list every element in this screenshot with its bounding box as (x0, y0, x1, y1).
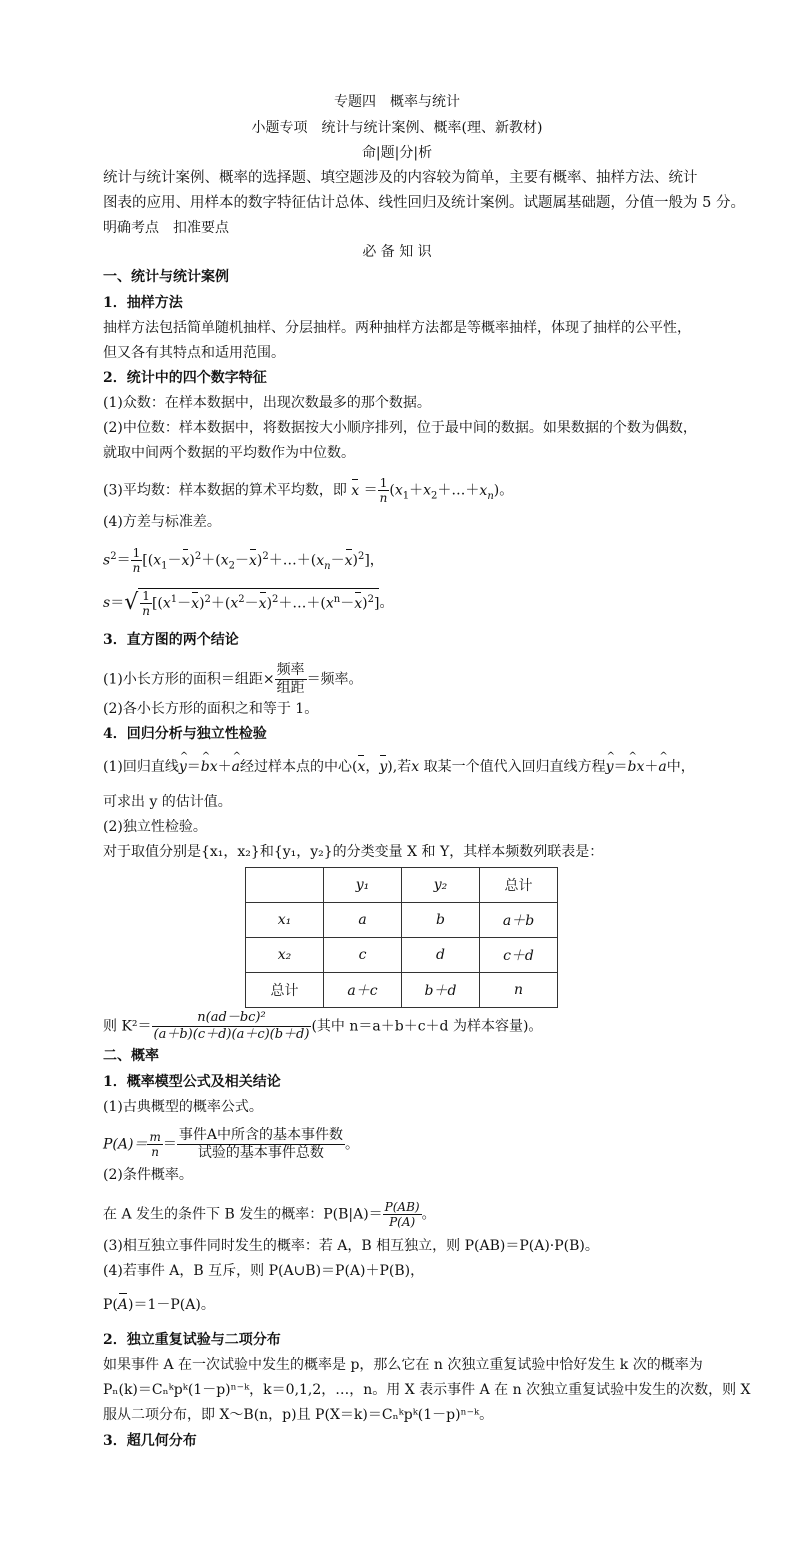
page-subtitle: 小题专项 统计与统计案例、概率(理、新教材) (251, 120, 543, 136)
regression-l1e: 中， (666, 759, 695, 775)
table-cell: c (324, 938, 402, 973)
binomial-title: 2．独立重复试验与二项分布 (103, 1332, 281, 1348)
page-title: 专题四 概率与统计 (334, 94, 460, 110)
k2-prefix: 则 K²＝ (103, 1018, 152, 1035)
k2-num: n(ad－bc)² (152, 1010, 312, 1027)
table-row (246, 868, 558, 903)
freq-num: 频率 (276, 662, 305, 678)
variance-formula: $s^2=$ $\frac{1}{n}$ $[(x_1-x)^2+(x_2-x)^2+\dots+(x_n-x)^2]$， (103, 546, 384, 575)
cond-den: P(A) (389, 1215, 416, 1229)
mutex-line: (4)若事件 A，B 互斥，则 P(A∪B)＝P(A)＋P(B)， (103, 1263, 425, 1279)
pa-n: n (151, 1145, 160, 1159)
pa-den: 试验的基本事件总数 (197, 1145, 324, 1161)
k2-frac (152, 1010, 312, 1043)
table-row (246, 973, 558, 1008)
histogram-l1a: (1)小长方形的面积＝组距× (103, 671, 275, 688)
probability-models-title: 1．概率模型公式及相关结论 (103, 1074, 281, 1090)
table-cell: a (324, 903, 402, 938)
table-cell (246, 868, 324, 903)
pa-m: m (149, 1130, 161, 1144)
histogram-line-2: (2)各小长方形的面积之和等于 1。 (103, 701, 319, 717)
cond-num: P(AB) (384, 1200, 420, 1214)
binomial-line-3: 服从二项分布，即 X～B(n，p)且 P(X＝k)＝Cₙᵏpᵏ(1－p)ⁿ⁻ᵏ。 (103, 1407, 494, 1423)
regression-line-2: 可求出 y 的估计值。 (103, 794, 232, 810)
section-title: 必 备 知 识 (362, 244, 432, 260)
independent-line: (3)相互独立事件同时发生的概率：若 A，B 相互独立，则 P(AB)＝P(A)·P(B)。 (103, 1238, 599, 1254)
mean-line: (3)平均数：样本数据的算术平均数，即 x ＝ $\frac{1}{n}$ $(x_1+x_2+\dots+x_n)$。 (103, 476, 514, 505)
conditional-title: (2)条件概率。 (103, 1167, 193, 1183)
table-cell: a＋b (480, 903, 558, 938)
mean-label: (3)平均数：样本数据的算术平均数，即 (103, 482, 347, 499)
freq-frac (275, 662, 307, 697)
table-cell: n (480, 973, 558, 1008)
mean-frac: $\frac{1}{n}$ (379, 476, 388, 505)
regression-l1a: (1)回归直线 (103, 759, 179, 775)
pa-mn-frac (147, 1130, 162, 1159)
intro-line-1: 统计与统计案例、概率的选择题、填空题涉及的内容较为简单，主要有概率、抽样方法、统计 (103, 170, 698, 186)
independence-title: (2)独立性检验。 (103, 819, 207, 835)
table-cell: y₁ (324, 868, 402, 903)
pa-num: 事件A中所含的基本事件数 (178, 1127, 343, 1143)
mean-formula: x (351, 482, 360, 499)
histogram-l1b: ＝频率。 (306, 671, 363, 688)
classic-title: (1)古典概型的概率公式。 (103, 1099, 263, 1115)
part1-heading: 一、统计与统计案例 (103, 269, 229, 285)
freq-den: 组距 (276, 680, 305, 696)
pa-text-frac (177, 1127, 345, 1162)
regression-l1d: 取某一个值代入回归直线方程 (423, 759, 606, 775)
complement-b: )＝1－P(A)。 (128, 1297, 215, 1313)
features-title: 2．统计中的四个数字特征 (103, 370, 267, 386)
hypergeometric-title: 3．超几何分布 (103, 1433, 197, 1449)
k2-suffix: (其中 n＝a＋b＋c＋d 为样本容量)。 (311, 1018, 543, 1035)
cond-line: 在 A 发生的条件下 B 发生的概率：P(B|A)＝ (103, 1206, 383, 1223)
table-cell: c＋d (480, 938, 558, 973)
table-row (246, 903, 558, 938)
regression-title: 4．回归分析与独立性检验 (103, 726, 267, 742)
complement-a: P( (103, 1297, 118, 1313)
sampling-title: 1．抽样方法 (103, 295, 183, 311)
table-intro: 对于取值分别是{x₁，x₂}和{y₁，y₂}的分类变量 X 和 Y，其样本频数列联表是： (103, 844, 604, 860)
conditional-formula: 在 A 发生的条件下 B 发生的概率：P(B|A)＝ $\frac{P(AB)}{P(A)}$ 。 (103, 1200, 436, 1229)
intro-line-3: 明确考点 扣准要点 (103, 220, 229, 236)
binomial-line-1: 如果事件 A 在一次试验中发生的概率是 p，那么它在 n 次独立重复试验中恰好发生 k 次的概率为 (103, 1357, 703, 1373)
table-row (246, 938, 558, 973)
intro-line-2: 图表的应用、用样本的数字特征估计总体、线性回归及统计案例。试题属基础题，分值一般为 5 分。 (103, 195, 745, 211)
table-cell: x₂ (246, 938, 324, 973)
table-cell: 总计 (246, 973, 324, 1008)
regression-l1c: ),若 (387, 759, 412, 775)
table-cell: b (402, 903, 480, 938)
pa-prefix: P(A)＝ (103, 1136, 148, 1153)
table-cell: b＋d (402, 973, 480, 1008)
table-cell: d (402, 938, 480, 973)
histogram-title: 3．直方图的两个结论 (103, 632, 239, 648)
median-line-2: 就取中间两个数据的平均数作为中位数。 (103, 445, 355, 461)
table-cell: 总计 (480, 868, 558, 903)
table-cell: a＋c (324, 973, 402, 1008)
regression-line-1: (1)回归直线^ y＝^ bx＋^ a经过样本点的中心(x，y),若x 取某一个值代入回归直线方程^ y＝^ bx＋^ a中， (103, 757, 695, 777)
binomial-line-2: Pₙ(k)＝Cₙᵏpᵏ(1－p)ⁿ⁻ᵏ，k＝0,1,2，…，n。用 X 表示事件 A 在 n 次独立重复试验中发生的次数，则 X (103, 1382, 751, 1398)
sampling-line-1: 抽样方法包括简单随机抽样、分层抽样。两种抽样方法都是等概率抽样，体现了抽样的公平性， (103, 320, 691, 336)
regression-l1b: 经过样本点的中心( (240, 759, 358, 775)
table-cell: y₂ (402, 868, 480, 903)
analysis-label: 命|题|分|析 (361, 145, 433, 161)
k2-formula (103, 1010, 542, 1043)
variance-title: (4)方差与标准差。 (103, 514, 221, 530)
contingency-table (245, 867, 558, 1008)
part2-heading: 二、概率 (103, 1048, 159, 1064)
cond-frac (383, 1200, 422, 1229)
complement-line: P(A)＝1－P(A)。 (103, 1297, 215, 1313)
classic-formula: P(A)＝ $\frac{m}{n}$ ＝ $\frac{\text{事件A中所含的基本事件数}}{\text{试验的基本事件总数}}$ 。 (103, 1127, 359, 1161)
k2-den: (a＋b)(c＋d)(a＋c)(b＋d) (153, 1027, 310, 1042)
histogram-line-1 (103, 662, 363, 697)
stddev-formula: s＝√ $\frac{1}{n}$ $[(x^1-x)^2+(x^2-x)^2+\dots+(x^n-x)^2]$。 (103, 589, 394, 618)
mode-line: (1)众数：在样本数据中，出现次数最多的那个数据。 (103, 395, 431, 411)
median-line-1: (2)中位数：样本数据中，将数据按大小顺序排列，位于最中间的数据。如果数据的个数为偶数， (103, 420, 697, 436)
table-cell: x₁ (246, 903, 324, 938)
sampling-line-2: 但又各有其特点和适用范围。 (103, 345, 285, 361)
